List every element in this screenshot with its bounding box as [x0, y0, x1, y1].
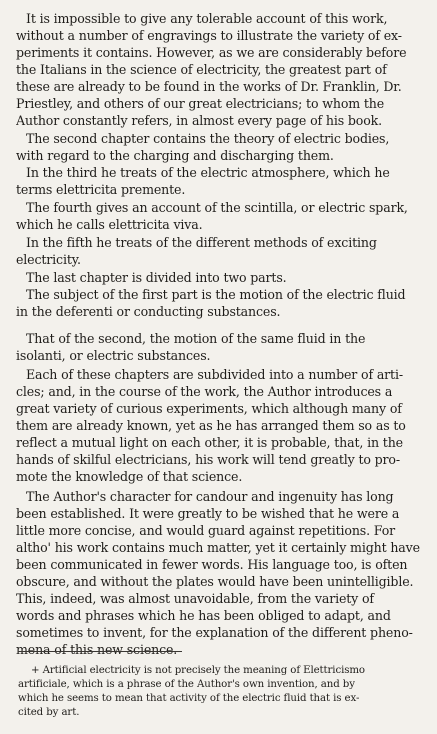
text-line: been established. It were greatly to be wished that he were a: [16, 506, 400, 521]
text-line: these are already to be found in the works of Dr. Franklin, Dr.: [16, 79, 402, 94]
text-line: cles; and, in the course of the work, the Author introduces a: [16, 384, 393, 399]
text-line: been communicated in fewer words. His language too, is often: [16, 557, 408, 572]
text-line: great variety of curious experiments, which although many of: [16, 401, 402, 416]
footnote-line: cited by art.: [18, 707, 80, 718]
text-line: obscure, and without the plates would have been unintelligible.: [16, 574, 414, 589]
text-line: Each of these chapters are subdivided into a number of arti-: [26, 367, 403, 382]
text-line: sometimes to invent, for the explanation of the different pheno-: [16, 625, 413, 640]
text-line: them are already known, yet as he has arranged them so as to: [16, 418, 406, 433]
text-line: It is impossible to give any tolerable account of this work,: [26, 11, 388, 26]
footnote-rule: [18, 651, 182, 652]
text-line: periments it contains. However, as we are considerably before: [16, 45, 407, 60]
text-line: with regard to the charging and discharging them.: [16, 148, 334, 163]
text-line: electricity.: [16, 252, 81, 267]
footnote-line: artificiale, which is a phrase of the Author's own invention, and by: [18, 679, 355, 690]
text-line: altho' his work contains much matter, yet it certainly might have: [16, 540, 420, 555]
text-line: the Italians in the science of electricity, the greatest part of: [16, 62, 387, 77]
text-line: Author constantly refers, in almost every page of his book.: [16, 113, 382, 128]
text-line: without a number of engravings to illustrate the variety of ex-: [16, 28, 402, 43]
text-line: mote the knowledge of that science.: [16, 469, 243, 484]
text-line: little more concise, and would guard against repetitions. For: [16, 523, 395, 538]
text-line: words and phrases which he has been obliged to adapt, and: [16, 608, 391, 623]
text-line: isolanti, or electric substances.: [16, 348, 211, 363]
footnote-line: which he seems to mean that activity of the electric fluid that is ex-: [18, 693, 360, 704]
footnote-line: + Artificial electricity is not precisely the meaning of Elettricismo: [31, 665, 365, 676]
text-line: terms elettricita premente.: [16, 182, 186, 197]
text-line: which he calls elettricita viva.: [16, 217, 203, 232]
text-line: The second chapter contains the theory of electric bodies,: [26, 131, 390, 146]
text-line: In the fifth he treats of the different methods of exciting: [26, 235, 377, 250]
text-line: This, indeed, was almost unavoidable, from the variety of: [16, 591, 374, 606]
text-line: The last chapter is divided into two parts.: [26, 270, 287, 285]
text-line: The subject of the first part is the motion of the electric fluid: [26, 287, 406, 302]
text-line: mena of this new science.: [16, 642, 178, 657]
text-line: in the deferenti or conducting substances.: [16, 304, 281, 319]
text-line: The Author's character for candour and ingenuity has long: [26, 489, 394, 504]
text-line: hands of skilful electricians, his work will tend greatly to pro-: [16, 452, 400, 467]
text-line: That of the second, the motion of the same fluid in the: [26, 331, 366, 346]
text-line: The fourth gives an account of the scintilla, or electric spark,: [26, 200, 408, 215]
text-line: In the third he treats of the electric atmosphere, which he: [26, 165, 390, 180]
text-line: Priestley, and others of our great electricians; to whom the: [16, 96, 385, 111]
text-line: reflect a mutual light on each other, it is probable, that, in the: [16, 435, 403, 450]
